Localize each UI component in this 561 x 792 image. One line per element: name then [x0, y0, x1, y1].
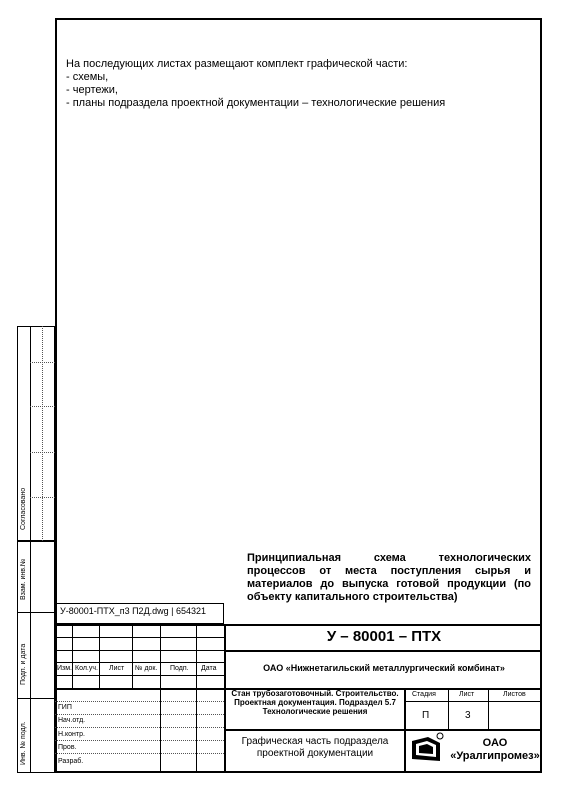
change-col-line — [196, 624, 197, 773]
agreed-divider — [42, 326, 43, 541]
role-row-line — [55, 753, 224, 754]
sheet-value: 3 — [465, 710, 471, 721]
document-code: У – 80001 – ПТХ — [326, 628, 442, 645]
scheme-caption: Принципиальная схема технологических процессов от места поступления сырья и материалов до выпуска готовой продукции (по объекту капитального строительства) — [247, 552, 531, 603]
inventory-divider — [30, 541, 31, 773]
intro-text — [66, 58, 445, 110]
change-row-line — [55, 637, 224, 638]
change-col-line — [72, 624, 73, 688]
role-row-line — [55, 727, 224, 728]
change-col-line — [99, 624, 100, 688]
inventory-row-line — [17, 612, 55, 613]
intro-item: - планы подраздела проектной документации – технологические решения — [66, 97, 446, 109]
agreed-row-line — [30, 452, 55, 453]
uralgipromez-logo-icon — [408, 731, 444, 767]
role-row-line — [55, 701, 224, 702]
intro-heading: На последующих листах размещают комплект графической части: — [66, 58, 408, 70]
project-title — [226, 689, 404, 716]
stage-col-line — [448, 688, 449, 729]
graphic-line: проектной документации — [256, 748, 374, 759]
title-block-row-line — [224, 729, 542, 731]
change-row-line — [55, 688, 224, 690]
role-row-line — [55, 740, 224, 741]
sheet-label: Лист — [459, 691, 475, 698]
change-row-line — [55, 662, 224, 663]
graphic-line: Графическая часть подраздела — [241, 736, 389, 747]
agreed-row-line — [30, 406, 55, 407]
change-col-line — [160, 624, 161, 773]
role-razrab: Разраб. — [58, 758, 84, 765]
stage-value: П — [422, 710, 430, 721]
podp-data-label: Подп. и дата — [20, 643, 27, 685]
org-line: ОАО — [482, 737, 508, 749]
header-list: Лист — [109, 665, 125, 672]
customer-company: ОАО «Нижнетагильский металлургический комбинат» — [263, 663, 505, 673]
stage-header-line — [404, 701, 542, 702]
intro-item: - схемы, — [66, 71, 109, 83]
role-prov: Пров. — [58, 744, 77, 751]
inv-podl-label: Инв. № подл. — [20, 721, 27, 765]
project-line: Технологические решения — [262, 707, 368, 716]
role-n-kontr: Н.контр. — [58, 731, 85, 738]
stage-col-line — [488, 688, 489, 729]
organization-name — [448, 737, 542, 763]
change-row-line — [55, 650, 224, 651]
change-row-line — [55, 675, 224, 676]
header-izm: Изм. — [57, 665, 72, 672]
role-row-line — [55, 714, 224, 715]
role-gip: ГИП — [58, 704, 72, 711]
header-kol-uch: Кол.уч. — [75, 665, 98, 672]
graphic-part-title — [226, 736, 404, 760]
role-nach-otd: Нач.отд. — [58, 717, 86, 724]
header-data: Дата — [201, 665, 217, 672]
org-line: «Уралгипромез» — [450, 750, 540, 762]
intro-item: - чертежи, — [66, 84, 118, 96]
agreed-label: Согласовано — [20, 487, 27, 530]
agreed-divider — [30, 326, 31, 541]
stage-label: Стадия — [412, 691, 436, 698]
sheets-label: Листов — [503, 691, 526, 698]
agreed-row-line — [30, 362, 55, 363]
agreed-row-line — [30, 497, 55, 498]
change-col-line — [132, 624, 133, 688]
file-label: У-80001-ПТХ_п3 П2Д.dwg | 654321 — [60, 606, 207, 616]
project-line: Стан трубозаготовочный. Строительство. — [231, 689, 399, 698]
header-podp: Подп. — [170, 665, 189, 672]
project-line: Проектная документация. Подраздел 5.7 — [234, 698, 396, 707]
vzam-label: Взам. инв.№ — [20, 558, 27, 600]
inventory-row-line — [17, 698, 55, 699]
header-doc-no: № док. — [135, 665, 158, 672]
